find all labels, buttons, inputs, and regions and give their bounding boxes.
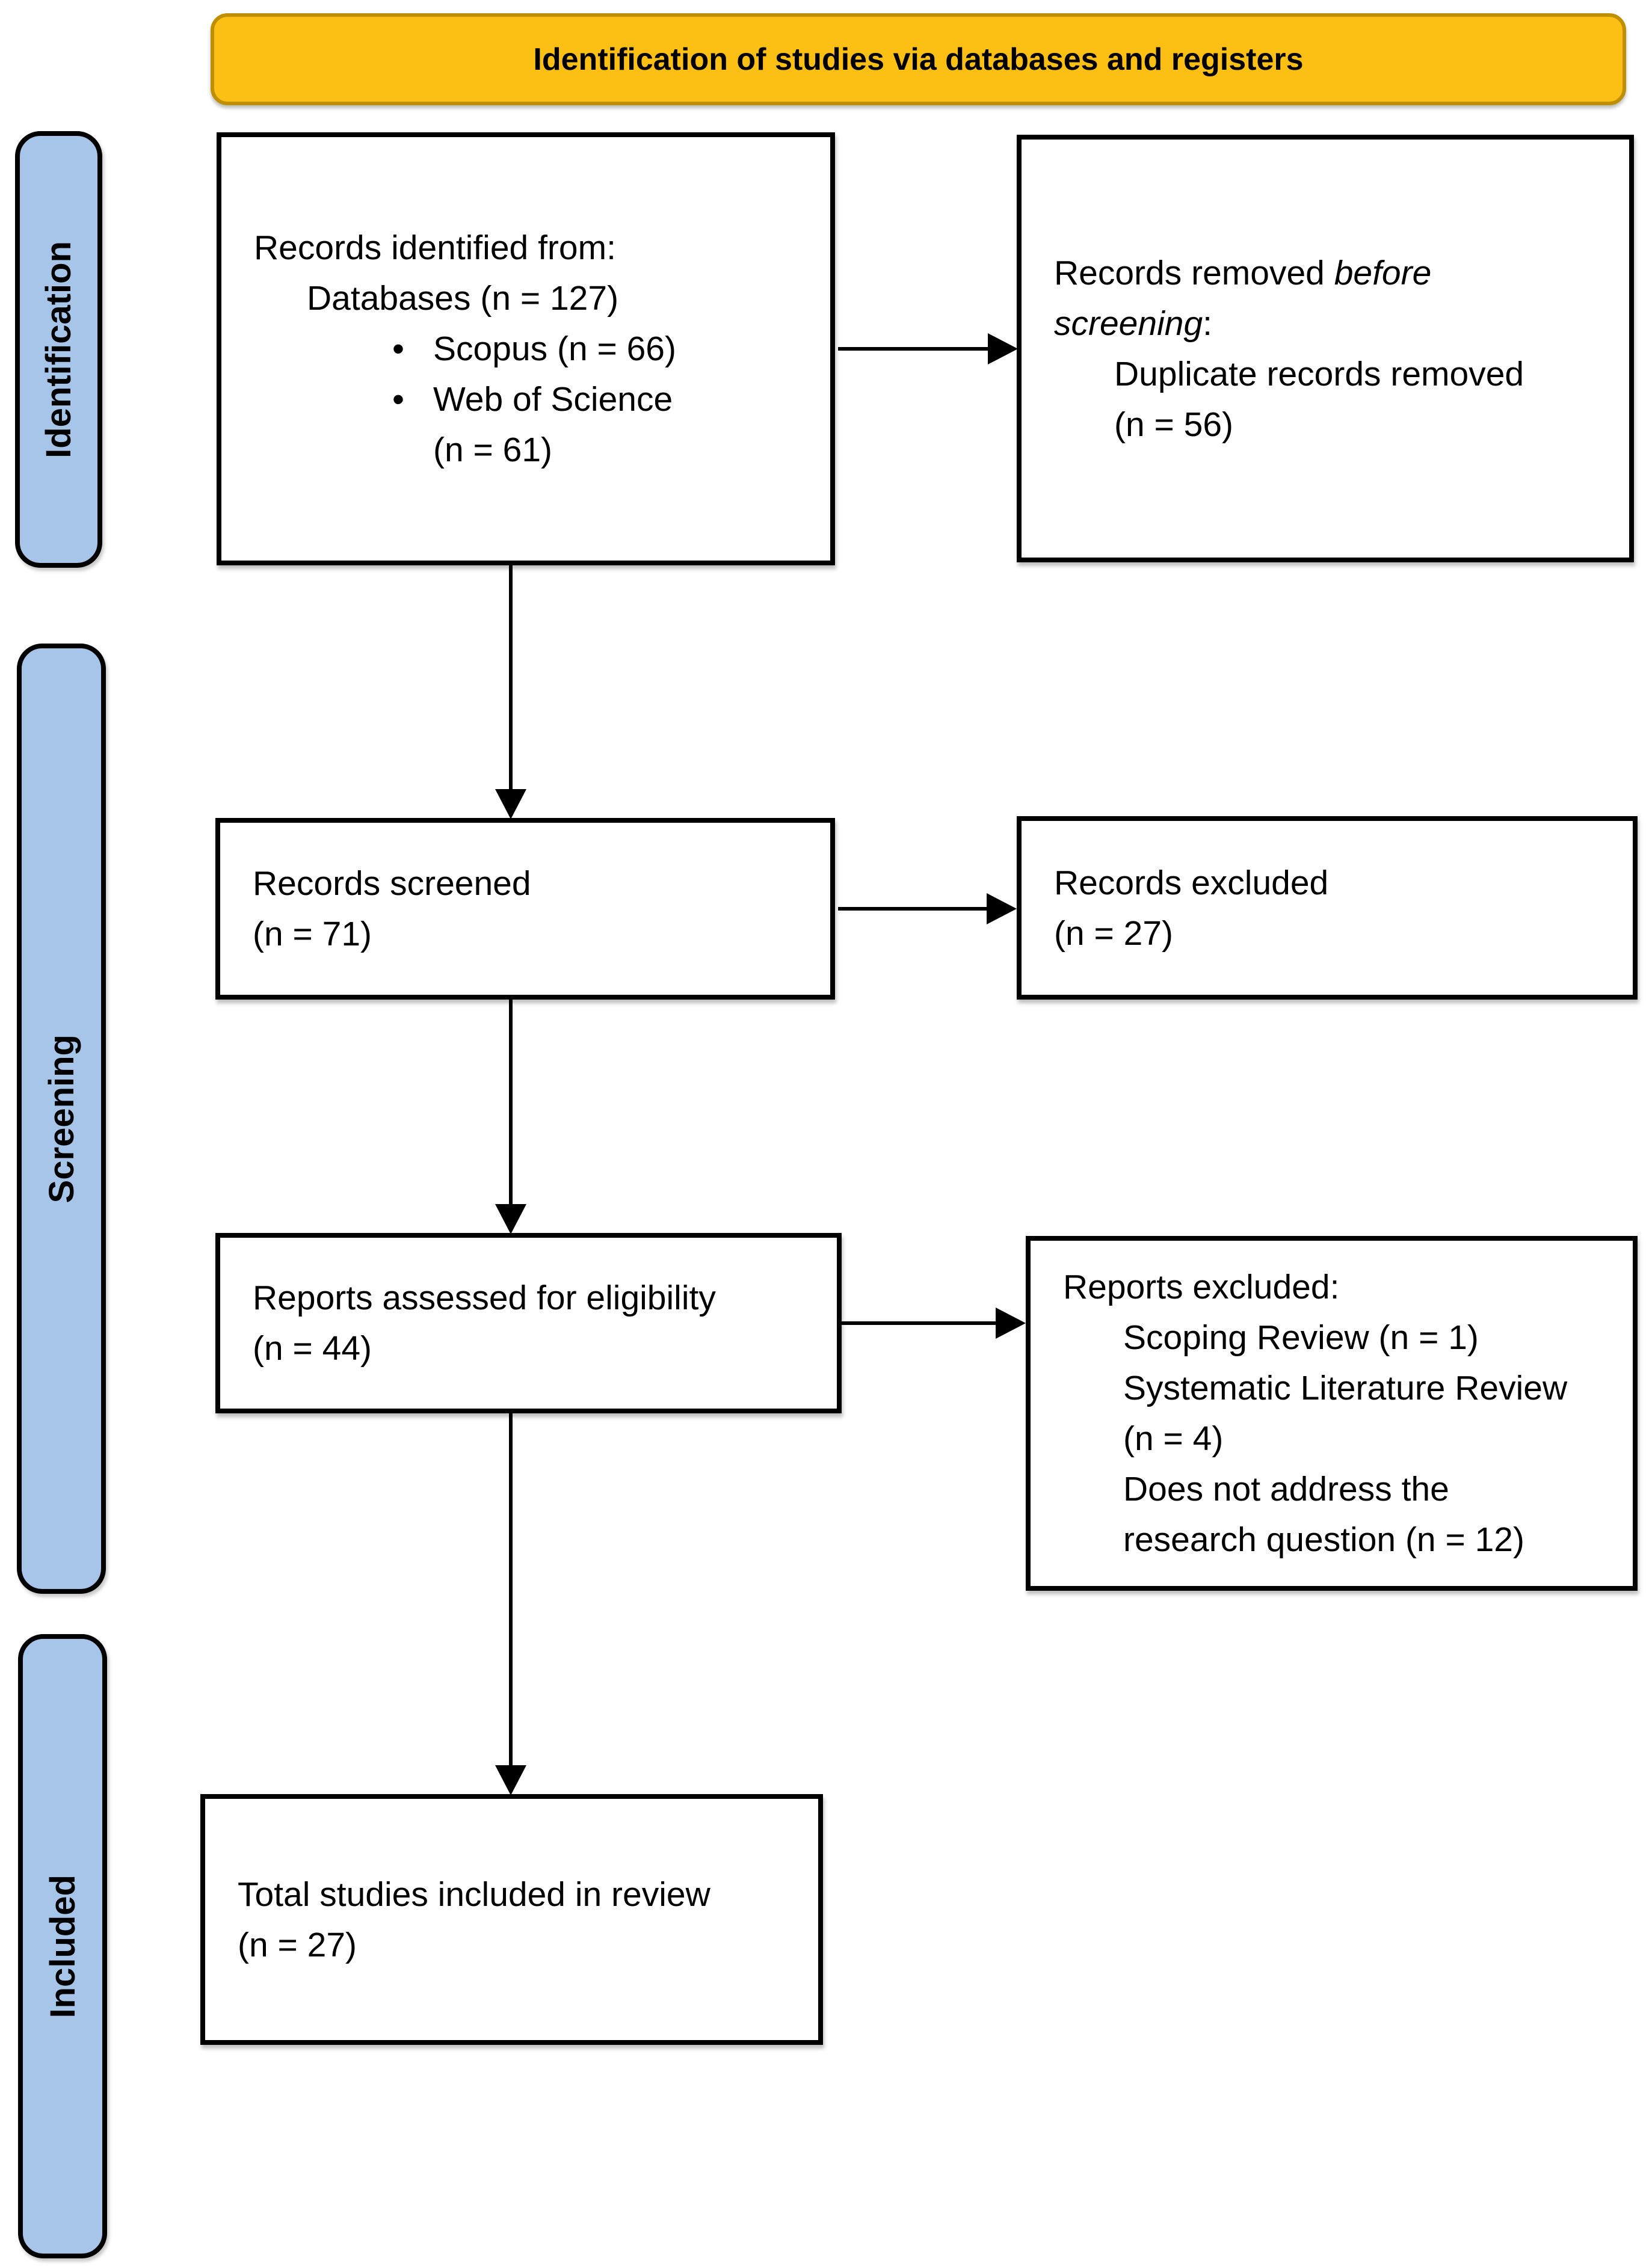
bullet-item-continuation: (n = 61) [433,431,553,469]
box-line [1054,298,1611,349]
bullet-item: • Scopus (n = 66) [392,324,812,374]
stage-label-identification [15,131,102,568]
box-records-excluded [1017,816,1638,1000]
arrow-screened-to-excluded-line [838,907,988,911]
box-line: Records identified from: [254,229,616,267]
box-line: Duplicate records removed [1114,354,1524,393]
box-records-removed [1017,135,1634,562]
box-reports-excluded [1026,1236,1638,1591]
text-italic: before [1334,253,1432,292]
box-line: Records screened [253,864,531,903]
bullet-item: • Web of Science [392,374,812,425]
arrow-identified-to-screened-head [495,789,526,819]
box-line: (n = 44) [253,1329,372,1368]
text-regular: Records removed [1054,253,1334,292]
box-records-screened [215,818,835,1000]
box-line: Total studies included in review [238,1875,710,1914]
arrow-assessed-to-total-head [495,1765,526,1795]
text-regular: : [1203,304,1212,343]
box-line: Reports assessed for eligibility [253,1279,716,1317]
stage-label-text: Identification [39,241,78,458]
arrow-assessed-to-total-line [509,1413,513,1765]
banner-title: Identification of studies via databases and registers [533,41,1304,77]
box-line [1054,248,1611,298]
box-line: research question (n = 12) [1123,1520,1524,1559]
arrow-identified-to-removed-line [838,347,991,351]
stage-label-included [18,1634,107,2258]
box-line: Systematic Literature Review [1123,1369,1568,1407]
arrow-screened-to-assessed-line [509,1000,513,1204]
arrow-identified-to-screened-line [509,565,513,789]
box-line: Records excluded [1054,863,1329,902]
box-line: Scoping Review (n = 1) [1123,1318,1479,1357]
box-total-included [200,1794,823,2045]
stage-label-text: Screening [42,1034,81,1203]
stage-label-text: Included [43,1874,82,2018]
box-line: Reports excluded: [1063,1268,1340,1306]
box-line: Does not address the [1123,1470,1449,1508]
box-line: (n = 4) [1123,1419,1224,1458]
box-reports-assessed [215,1233,842,1413]
arrow-assessed-to-reports-excluded-head [996,1308,1026,1339]
stage-label-screening [17,644,106,1594]
arrow-assessed-to-reports-excluded-line [842,1321,997,1325]
box-line: (n = 71) [253,915,372,953]
box-records-identified [217,132,835,565]
box-line: (n = 56) [1114,405,1234,444]
banner [211,13,1626,105]
arrow-screened-to-assessed-head [495,1204,526,1234]
box-line: Databases (n = 127) [307,279,619,318]
arrow-identified-to-removed-head [988,333,1018,364]
box-line: (n = 27) [238,1925,357,1964]
box-line: (n = 27) [1054,914,1174,953]
text-italic: screening [1054,304,1203,343]
arrow-screened-to-excluded-head [987,893,1017,924]
